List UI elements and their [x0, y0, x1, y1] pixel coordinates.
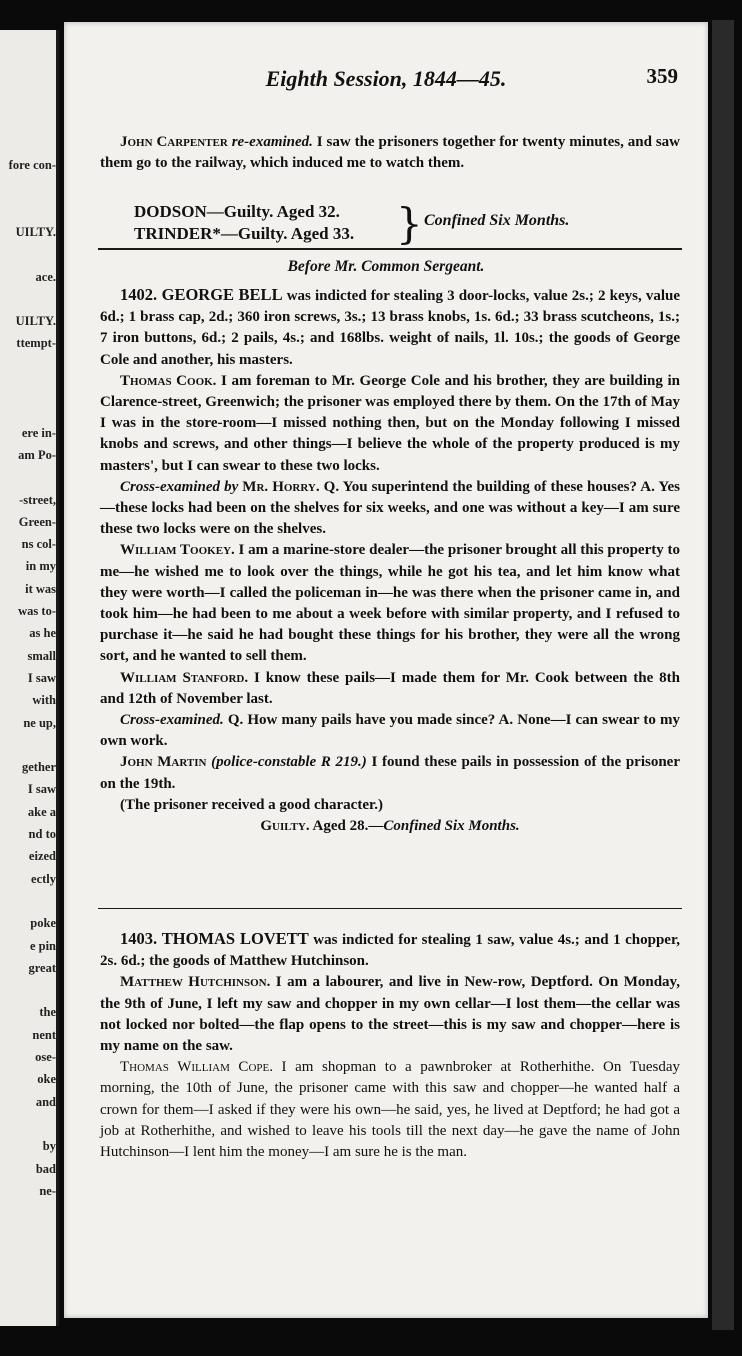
left-margin-fragment: ere in-	[21, 425, 56, 440]
book-spine	[712, 20, 734, 1330]
left-margin-fragment: by	[42, 1139, 56, 1154]
left-margin-fragment: ns col-	[21, 537, 56, 552]
left-margin-fragment: ace.	[35, 269, 56, 284]
left-margin-fragment: Green-	[18, 514, 56, 529]
verdict-age: Aged 28.—	[309, 818, 384, 835]
left-margin-fragment: ake a	[27, 804, 56, 819]
left-margin-fragment: am Po-	[18, 447, 56, 462]
indictment-text: was indicted for stealing 3 door-locks, value 2s.; 2 keys, value 6d.; 1 brass cap, 2d.; 360 iron screws, 3s.; 13 brass knobs, 1s. 6d.; 33 brass scutcheons, 1s.; 7 iron buttons, 6d.; 2 pails, 4s.; and 168lbs. weight of nails, 1l. 10s.; the goods of George Cole and another, his masters.	[100, 288, 681, 368]
sentence: Confined Six Months.	[424, 212, 570, 229]
left-margin-fragment: great	[28, 960, 56, 975]
sentence: Confined Six Months.	[383, 818, 520, 835]
carpenter-testimony	[100, 132, 680, 174]
testimony-text: I am shopman to a pawnbroker at Rotherhithe. On Tuesday morning, the 10th of June, the prisoner came with this saw and chopper—he wanted half a crown for them—I asked if they were his own—he said, yes, he lived at Deptford; he had got a job at Rotherhithe, and wished to leave his tools till the next day—he gave the name of John Hutchinson—I lent him the money—I am sure he is the man.	[100, 1059, 680, 1161]
left-margin-fragment: ose-	[35, 1050, 56, 1064]
testimony-text: I saw the prisoners together for twenty minutes, and saw them go to the railway, which induced me to watch them.	[100, 134, 680, 172]
left-margin-fragment: I saw	[27, 782, 56, 797]
left-margin-fragment: I saw	[27, 670, 56, 685]
left-margin-fragment: it was	[25, 581, 56, 596]
running-title: Eighth Session, 1844—45.	[265, 66, 507, 91]
witness-name: John Carpenter	[120, 134, 228, 150]
witness-name: William Stanford.	[120, 669, 249, 686]
case-heading: 1403. THOMAS LOVETT	[120, 929, 309, 948]
witness-name: John Martin	[120, 754, 207, 771]
verdict-block	[134, 199, 674, 248]
left-margin-fragment: UILTY.	[15, 224, 56, 239]
character-note: (The prisoner received a good character.)	[120, 796, 384, 813]
case-1403	[100, 928, 680, 1163]
left-page-fragment	[0, 30, 59, 1326]
left-margin-fragment: in my	[25, 559, 56, 574]
left-margin-fragment: with	[32, 693, 56, 708]
left-margin-fragment: was to-	[18, 604, 56, 618]
left-margin-fragment: small	[27, 648, 56, 663]
left-margin-fragment: gether	[21, 760, 56, 775]
witness-name: Thomas William Cope.	[120, 1059, 273, 1076]
court-heading: Before Mr. Common Sergeant.	[287, 258, 485, 275]
left-margin-fragment: bad	[35, 1161, 56, 1176]
left-margin-fragment: ttempt-	[16, 336, 56, 351]
section-rule	[98, 248, 682, 250]
left-margin-fragment: eized	[28, 849, 56, 864]
verdict-trinder: TRINDER*—Guilty. Aged 33.	[134, 224, 355, 243]
verdict-word: Guilty.	[260, 818, 310, 835]
left-margin-fragment: fore con-	[8, 158, 56, 172]
left-margin-fragment: ectly	[31, 871, 56, 886]
left-margin-fragment: and	[35, 1094, 56, 1109]
left-margin-fragment: the	[39, 1005, 56, 1020]
witness-role: re-examined.	[231, 134, 313, 150]
left-margin-fragment: ne-	[39, 1183, 56, 1198]
book-page	[64, 22, 708, 1318]
left-margin-fragment: nd to	[28, 827, 56, 841]
left-margin-fragment: oke	[37, 1072, 56, 1087]
brace-glyph: }	[396, 199, 423, 248]
verdict-line	[100, 816, 680, 837]
witness-name: Thomas Cook.	[120, 372, 217, 389]
counsel-name: Mr. Horry.	[238, 478, 320, 495]
left-margin-fragment: poke	[30, 916, 56, 931]
testimony-text: I am a marine-store dealer—the prisoner brought all this property to me—he wished me to look over the things, while he got his tea, and let him know what they were worth—I called the policeman in—he was there when the prisoner came in, and took him—he had been to me about a week before with similar property, and I refused to purchase it—he said he had bought these things for his brother, they were all the wrong sort, and he wanted to sell them.	[100, 542, 681, 665]
case-heading: 1402. GEORGE BELL	[120, 285, 283, 304]
left-margin-fragment: -street,	[19, 492, 56, 507]
testimony-text: I am a labourer, and live in New-row, Deptford. On Monday, the 9th of June, I left my saw and chopper in my own cellar—I lost them—the cellar was not locked nor bolted—the flap opens to the street—this is my saw and chopper—here is my name on the saw.	[100, 974, 680, 1055]
page-number: 359	[646, 64, 678, 88]
section-rule	[98, 908, 682, 909]
left-margin-fragment: UILTY.	[15, 314, 56, 329]
left-margin-fragment: nent	[32, 1027, 56, 1042]
case-1402	[100, 284, 680, 837]
testimony-text: I am foreman to Mr. George Cole and his brother, they are building in Clarence-street, Greenwich; the prisoner was employed there by them. On the 17th of May I was in the store-room—I missed nothing then, but on the Monday following I missed knobs and screws, and other things—I believe the whole of the property produced is my masters', but I can swear to these two locks.	[100, 372, 680, 474]
page-header	[64, 66, 708, 96]
testimony-text: I found these pails in possession of the prisoner on the 19th.	[100, 754, 680, 792]
cross-label: Cross-examined by	[120, 478, 239, 495]
cross-label: Cross-examined.	[120, 712, 224, 729]
testimony-text: Q. You superintend the building of these houses? A. Yes—these locks had been on the shelves for six weeks, and one was without a key—I am sure these two locks were on the shelves.	[100, 478, 680, 538]
witness-name: William Tookey.	[120, 542, 235, 559]
testimony-text: Q. How many pails have you made since? A. None—I can swear to my own work.	[100, 712, 680, 750]
witness-name: Matthew Hutchinson.	[120, 974, 271, 991]
left-margin-fragment: ne up,	[23, 715, 56, 730]
verdict-dodson: DODSON—Guilty. Aged 32.	[134, 202, 340, 221]
testimony-text: I know these pails—I made them for Mr. Cook between the 8th and 12th of November last.	[100, 669, 680, 707]
indictment-text: was indicted for stealing 1 saw, value 4s.; and 1 chopper, 2s. 6d.; the goods of Matthew Hutchinson.	[100, 932, 680, 970]
witness-role: (police-constable R 219.)	[206, 754, 367, 771]
left-margin-fragment: as he	[29, 626, 56, 641]
left-margin-fragment: e pin	[29, 938, 56, 953]
